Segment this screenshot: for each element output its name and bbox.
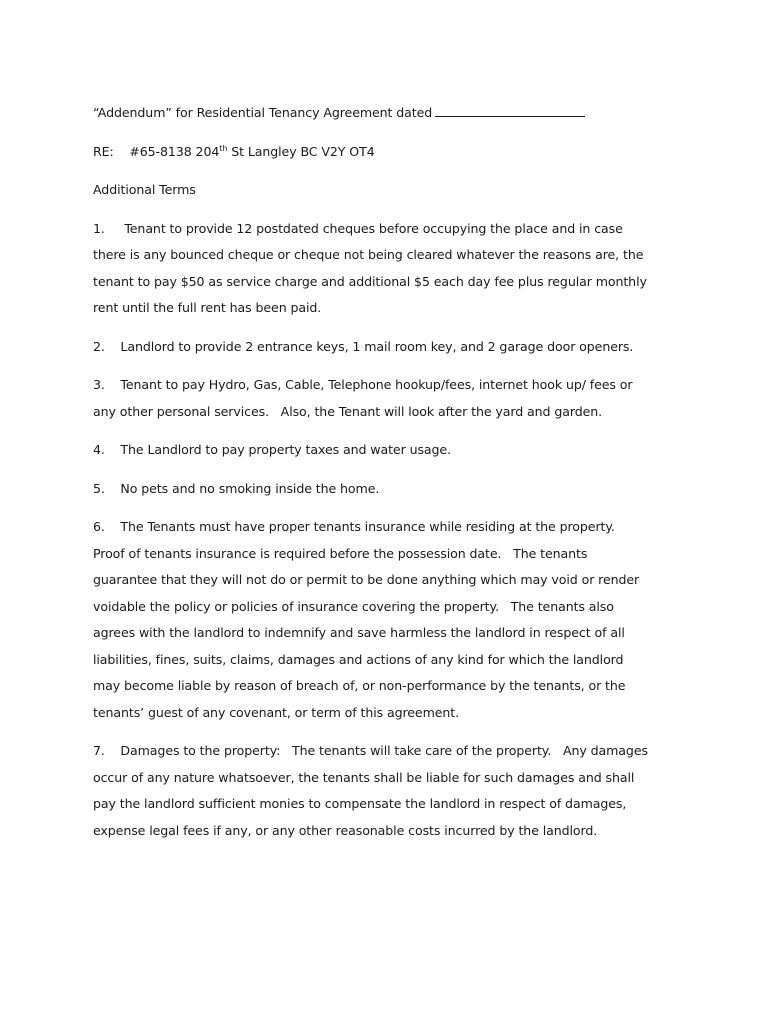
term-line: there is any bounced cheque or cheque not being cleared whatever the reasons are, the xyxy=(93,247,644,262)
term-paragraph-4 xyxy=(93,437,693,464)
term-line: expense legal fees if any, or any other reasonable costs incurred by the landlord. xyxy=(93,822,598,838)
term-line: may become liable by reason of breach of, or non-performance by the tenants, or the xyxy=(93,678,626,693)
term-line: 4. The Landlord to pay property taxes and water usage. xyxy=(93,442,451,457)
term-line: rent until the full rent has been paid. xyxy=(93,300,322,315)
term-line: 5. No pets and no smoking inside the home. xyxy=(93,480,380,496)
term-paragraph-1 xyxy=(93,216,693,322)
re-address-start: #65-8138 204 xyxy=(129,143,220,159)
document-page xyxy=(93,100,693,856)
term-line: 7. Damages to the property: The tenants will take care of the property. Any damages xyxy=(93,743,648,758)
term-line: tenant to pay $50 as service charge and additional $5 each day fee plus regular monthly xyxy=(93,273,647,289)
term-paragraph-3 xyxy=(93,372,693,425)
term-line: liabilities, fines, suits, claims, damages and actions of any kind for which the landlord xyxy=(93,651,624,667)
term-line: 6. The Tenants must have proper tenants insurance while residing at the property. xyxy=(93,519,615,534)
term-line: 2. Landlord to provide 2 entrance keys, 1 mail room key, and 2 garage door openers. xyxy=(93,338,634,354)
term-line: guarantee that they will not do or permit to be done anything which may void or render xyxy=(93,572,640,587)
re-address-suffix: th xyxy=(219,143,228,153)
term-line: occur of any nature whatsoever, the tenants shall be liable for such damages and shall xyxy=(93,769,635,785)
document-title xyxy=(93,100,693,127)
document-title-text: “Addendum” for Residential Tenancy Agreement dated xyxy=(93,105,433,120)
term-line: Proof of tenants insurance is required before the possession date. The tenants xyxy=(93,545,588,561)
term-line: tenants’ guest of any covenant, or term of this agreement. xyxy=(93,704,460,720)
term-line: voidable the policy or policies of insurance covering the property. The tenants also xyxy=(93,598,614,614)
re-label: RE: xyxy=(93,143,114,159)
term-line: 3. Tenant to pay Hydro, Gas, Cable, Telephone hookup/fees, internet hook up/ fees or xyxy=(93,377,633,392)
section-heading: Additional Terms xyxy=(93,182,196,197)
re-line xyxy=(93,139,693,166)
terms-list xyxy=(93,216,693,845)
date-blank-line xyxy=(435,104,585,117)
term-line: any other personal services. Also, the Tenant will look after the yard and garden. xyxy=(93,403,603,419)
term-line: pay the landlord sufficient monies to compensate the landlord in respect of damages, xyxy=(93,796,627,811)
term-line: agrees with the landlord to indemnify and save harmless the landlord in respect of all xyxy=(93,625,625,640)
term-paragraph-6 xyxy=(93,514,693,726)
term-paragraph-7 xyxy=(93,738,693,844)
term-paragraph-2 xyxy=(93,334,693,361)
re-address-end: St Langley BC V2Y OT4 xyxy=(227,143,375,159)
term-paragraph-5 xyxy=(93,476,693,503)
term-line: 1. Tenant to provide 12 postdated cheques before occupying the place and in case xyxy=(93,220,623,236)
